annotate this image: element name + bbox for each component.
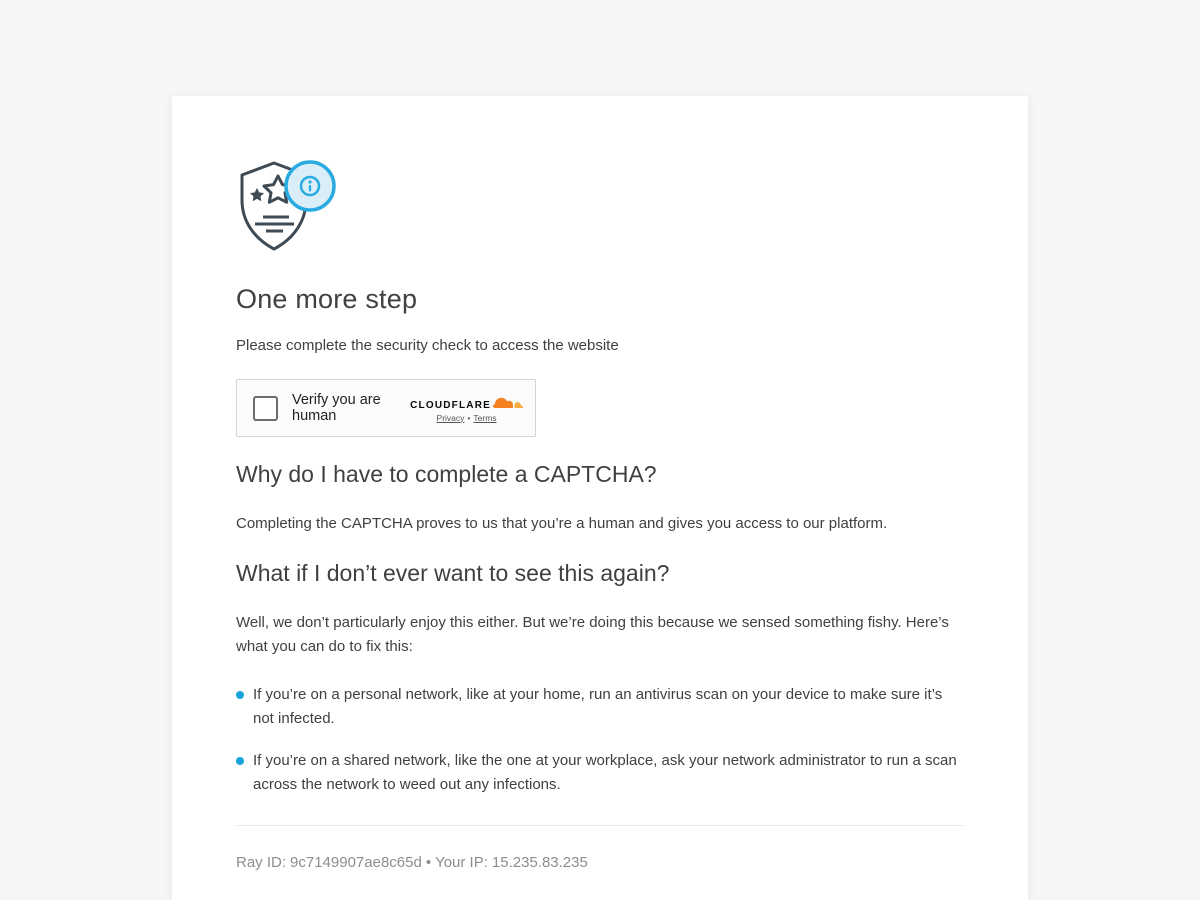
section-paragraph-avoid-again: Well, we don’t particularly enjoy this either. But we’re doing this because we sensed something fishy. Here’s what you can do to fix this:	[236, 614, 949, 655]
section-paragraph-why-captcha: Completing the CAPTCHA proves to us that you’re a human and gives you access to our platform.	[236, 515, 888, 532]
section-heading-why-captcha: Why do I have to complete a CAPTCHA?	[236, 461, 657, 487]
page-title: One more step	[236, 284, 418, 314]
privacy-link[interactable]: Privacy	[436, 412, 465, 423]
footer-divider	[236, 825, 964, 826]
cloudflare-wordmark: CLOUDFLARE	[410, 399, 491, 411]
list-item	[236, 683, 964, 731]
captcha-checkbox[interactable]	[253, 396, 278, 421]
captcha-widget	[236, 379, 536, 437]
ray-id-label: Ray ID:	[236, 854, 287, 871]
bullet-icon	[236, 691, 244, 699]
ray-id-line	[236, 854, 964, 871]
ip-value: 15.235.83.235	[491, 854, 588, 871]
ray-id-value: 9c7149907ae8c65d	[290, 854, 422, 871]
tip-personal-network: If you’re on a personal network, like at your home, run an antivirus scan on your device to make sure it’s not infected.	[253, 686, 943, 727]
tip-shared-network: If you’re on a shared network, like the one at your workplace, ask your network administrator to run a scan across the network to weed out any infections.	[253, 752, 957, 793]
list-item	[236, 749, 964, 797]
shield-info-icon	[236, 160, 340, 254]
subtitle-text: Please complete the security check to access the website	[236, 337, 619, 354]
links-separator: •	[467, 412, 471, 423]
ip-label: Your IP:	[435, 854, 488, 871]
challenge-card	[172, 96, 1028, 900]
captcha-checkbox-label: Verify you are human	[292, 392, 381, 424]
tips-list	[236, 683, 964, 797]
cloudflare-cloud-icon	[493, 394, 523, 412]
cloudflare-brand	[410, 394, 523, 423]
bullet-icon	[236, 757, 244, 765]
section-heading-avoid-again: What if I don’t ever want to see this again?	[236, 560, 670, 586]
footer-separator: •	[425, 854, 432, 871]
terms-link[interactable]: Terms	[473, 412, 497, 423]
